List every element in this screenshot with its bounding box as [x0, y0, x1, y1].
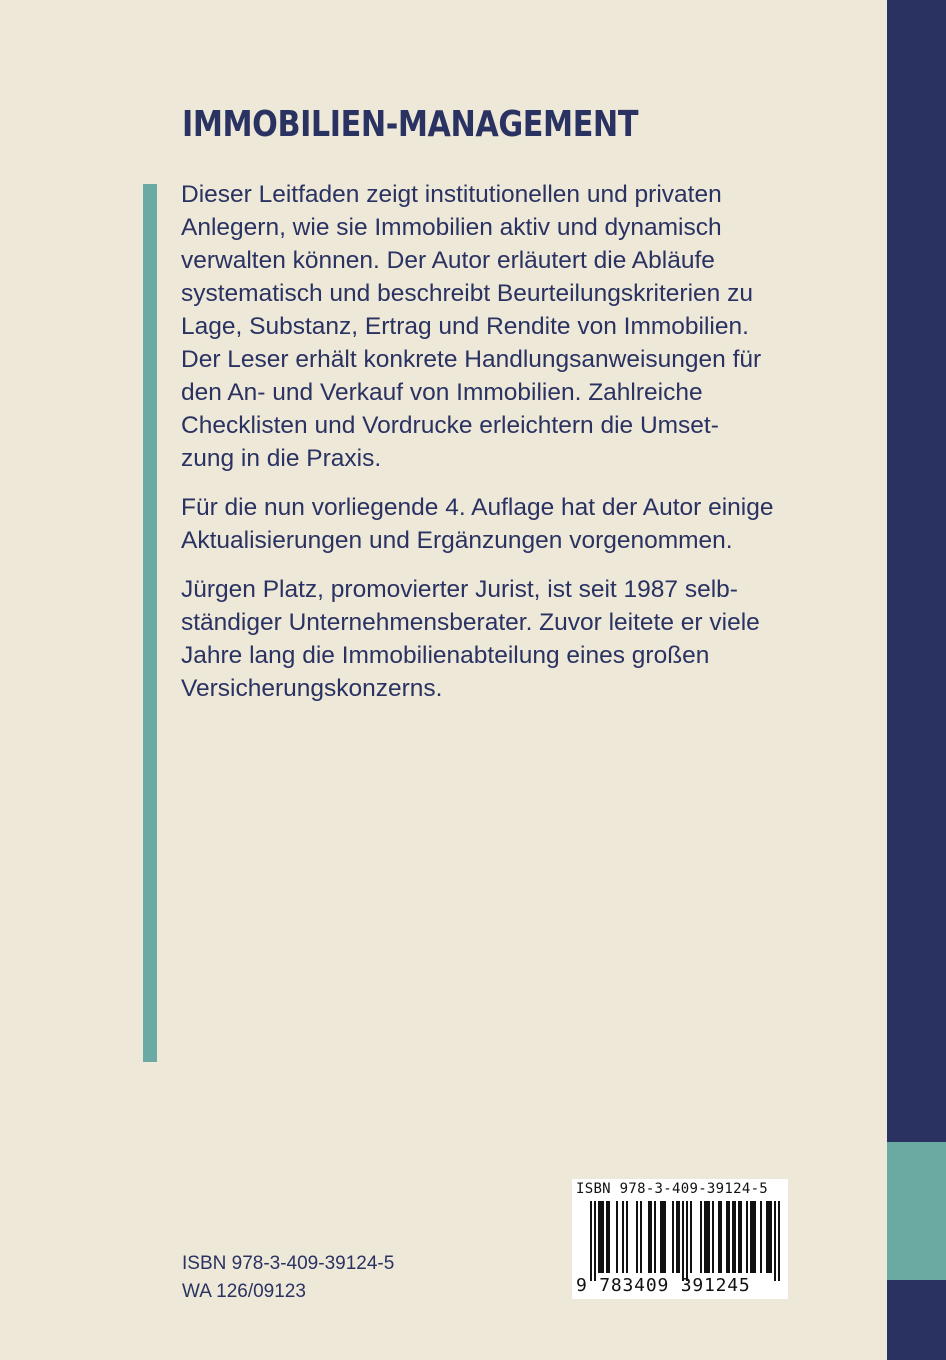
barcode-bar [754, 1201, 756, 1273]
barcode-bar [752, 1201, 754, 1273]
barcode-bar [778, 1201, 780, 1281]
blurb-line: Aktualisierungen und Ergänzungen vorgenommen. [181, 527, 733, 554]
teal-accent-bar [143, 184, 157, 1062]
barcode-bar [660, 1201, 662, 1273]
barcode-bar [682, 1201, 684, 1281]
barcode-bar [760, 1201, 762, 1273]
blurb-line: ständiger Unternehmensberater. Zuvor leitete er viele [181, 609, 760, 636]
barcode-isbn-header: ISBN 978-3-409-39124-5 [576, 1181, 769, 1197]
barcode-bar [648, 1201, 650, 1273]
blurb-line: Anlegern, wie sie Immobilien aktiv und dynamisch [181, 214, 722, 241]
barcode-bar [734, 1201, 736, 1273]
blurb-line: systematisch und beschreibt Beurteilungskriterien zu [181, 280, 753, 307]
barcode-bar [606, 1201, 608, 1273]
barcode-bar [636, 1201, 638, 1273]
blurb-line: Jahre lang die Immobilienabteilung eines großen [181, 642, 710, 669]
barcode-bar [738, 1201, 740, 1273]
barcode-bar [598, 1201, 600, 1273]
barcode-bar [676, 1201, 678, 1273]
blurb-line: Der Leser erhält konkrete Handlungsanweisungen für [181, 346, 762, 373]
barcode-bar [732, 1201, 734, 1273]
barcode-bar [662, 1201, 664, 1273]
barcode-bar [766, 1201, 768, 1273]
isbn-block [182, 1250, 394, 1306]
barcode-bar [664, 1201, 666, 1273]
barcode-bar [704, 1201, 706, 1273]
barcode-bar [626, 1201, 628, 1273]
book-title: IMMOBILIEN-MANAGEMENT [182, 104, 639, 145]
barcode-bar [750, 1201, 752, 1273]
blurb-paragraph-1 [181, 178, 821, 475]
barcode-bar [602, 1201, 604, 1273]
barcode-bar [608, 1201, 610, 1273]
barcode-bar [774, 1201, 776, 1281]
spine-teal-band [887, 1142, 946, 1280]
blurb-line: Dieser Leitfaden zeigt institutionellen und privaten [181, 181, 722, 208]
isbn-number: ISBN 978-3-409-39124-5 [182, 1253, 395, 1274]
barcode-digits: 9 783409 391245 [576, 1275, 751, 1296]
barcode-bar [740, 1201, 742, 1273]
barcode-bar [600, 1201, 602, 1273]
blurb-line: Lage, Substanz, Ertrag und Rendite von Immobilien. [181, 313, 749, 340]
barcode-bar [770, 1201, 772, 1273]
barcode-bar [690, 1201, 692, 1273]
blurb-paragraph-2 [181, 491, 821, 557]
barcode-bar [616, 1201, 618, 1273]
barcode-bar [678, 1201, 680, 1273]
barcode-bar [594, 1201, 596, 1281]
blurb-line: Für die nun vorliegende 4. Auflage hat der Autor einige [181, 494, 774, 521]
blurb-line: den An- und Verkauf von Immobilien. Zahlreiche [181, 379, 703, 406]
barcode [572, 1179, 788, 1299]
barcode-bar [686, 1201, 688, 1281]
barcode-bar [650, 1201, 652, 1273]
barcode-bar [720, 1201, 722, 1273]
barcode-bar [712, 1201, 714, 1273]
barcode-bar [590, 1201, 592, 1281]
blurb-line: Versicherungskonzerns. [181, 675, 443, 702]
barcode-bar [746, 1201, 748, 1273]
barcode-bar [708, 1201, 710, 1273]
barcode-bar [640, 1201, 642, 1273]
barcode-bar [726, 1201, 728, 1273]
author-bio [181, 573, 821, 705]
barcode-bar [700, 1201, 702, 1273]
blurb-line: Jürgen Platz, promovierter Jurist, ist seit 1987 selb- [181, 576, 738, 603]
barcode-bar [654, 1201, 656, 1273]
barcode-bar [622, 1201, 624, 1273]
barcode-bar [672, 1201, 674, 1273]
barcode-bar [768, 1201, 770, 1273]
order-number: WA 126/09123 [182, 1281, 306, 1302]
blurb-line: verwalten können. Der Autor erläutert die Abläufe [181, 247, 715, 274]
barcode-bar [728, 1201, 730, 1273]
blurb-line: Checklisten und Vordrucke erleichtern die Umset- [181, 412, 719, 439]
blurb [181, 178, 821, 721]
barcode-bar [706, 1201, 708, 1273]
barcode-bar [718, 1201, 720, 1273]
blurb-line: zung in die Praxis. [181, 445, 382, 472]
